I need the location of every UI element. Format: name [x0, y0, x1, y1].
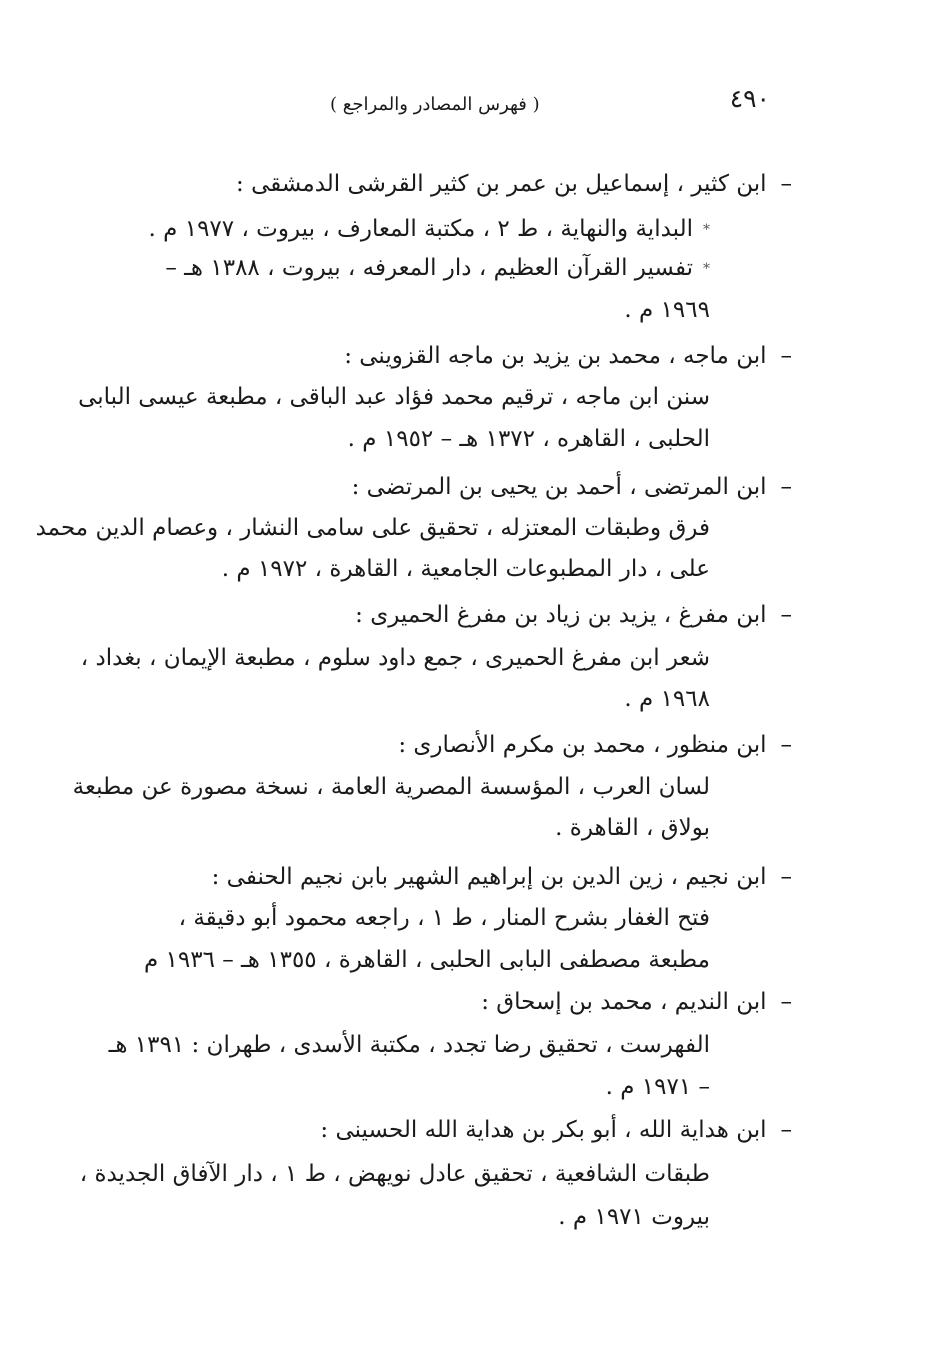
- reference-author-line: [236, 164, 792, 204]
- entry-dash: –: [780, 474, 792, 500]
- author-text: ابن ماجه ، محمد بن يزيد بن ماجه القزوينى :: [344, 343, 767, 369]
- work-text: تفسير القرآن العظيم ، دار المعرفه ، بيروت ، ١٣٨٨ هـ –: [165, 255, 693, 281]
- work-text: شعر ابن مفرغ الحميرى ، جمع داود سلوم ، مطبعة الإيمان ، بغداد ،: [80, 645, 710, 671]
- reference-work-line: [109, 1025, 710, 1065]
- author-text: ابن نجيم ، زين الدين بن إبراهيم الشهير بابن نجيم الحنفى :: [211, 864, 767, 890]
- continuation-text: الحلبى ، القاهره ، ١٣٧٢ هـ – ١٩٥٢ م .: [347, 426, 710, 452]
- author-text: ابن مفرغ ، يزيد بن زياد بن مفرغ الحميرى :: [355, 602, 767, 628]
- work-text: فرق وطبقات المعتزله ، تحقيق على سامى النشار ، وعصام الدين محمد: [35, 515, 710, 541]
- reference-continuation-line: [144, 940, 710, 980]
- entry-dash: –: [780, 732, 792, 758]
- continuation-text: ١٩٦٨ م .: [624, 686, 710, 712]
- reference-author-line: [481, 982, 792, 1022]
- reference-work-line: [80, 1154, 710, 1194]
- reference-continuation-line: [606, 1067, 710, 1107]
- continuation-text: مطبعة مصطفى البابى الحلبى ، القاهرة ، ١٣٥٥ هـ – ١٩٣٦ م: [143, 947, 710, 973]
- entry-dash: –: [780, 989, 792, 1015]
- reference-work-line: [179, 898, 710, 938]
- reference-work-line: [165, 248, 710, 288]
- continuation-text: بولاق ، القاهرة .: [555, 815, 710, 841]
- reference-work-line: [73, 767, 710, 807]
- author-text: ابن منظور ، محمد بن مكرم الأنصارى :: [398, 732, 767, 758]
- page-number: ٤٩٠: [729, 84, 770, 113]
- page-header: [110, 84, 770, 124]
- reference-work-line: [81, 638, 710, 678]
- reference-continuation-line: [624, 290, 710, 330]
- reference-work-line: [149, 209, 710, 249]
- author-text: ابن هداية الله ، أبو بكر بن هداية الله الحسينى :: [320, 1117, 767, 1143]
- continuation-text: بيروت ١٩٧١ م .: [558, 1204, 710, 1230]
- work-text: لسان العرب ، المؤسسة المصرية العامة ، نسخة مصورة عن مطبعة: [72, 774, 710, 800]
- continuation-text: ١٩٦٩ م .: [624, 297, 710, 323]
- reference-work-line: [78, 377, 710, 417]
- author-text: ابن المرتضى ، أحمد بن يحيى بن المرتضى :: [351, 474, 767, 500]
- entry-dash: –: [780, 864, 792, 890]
- asterisk-icon: *: [703, 222, 710, 238]
- work-text: الفهرست ، تحقيق رضا تجدد ، مكتبة الأسدى ، طهران : ١٣٩١ هـ: [108, 1032, 710, 1058]
- reference-author-line: [212, 857, 792, 897]
- asterisk-icon: *: [703, 261, 710, 277]
- author-text: ابن النديم ، محمد بن إسحاق :: [481, 989, 767, 1015]
- entry-dash: –: [780, 171, 792, 197]
- reference-work-line: [36, 508, 710, 548]
- reference-author-line: [355, 595, 792, 635]
- continuation-text: على ، دار المطبوعات الجامعية ، القاهرة ، ١٩٧٢ م .: [221, 556, 710, 582]
- running-title: ( فهرس المصادر والمراجع ): [330, 94, 540, 115]
- entry-dash: –: [780, 343, 792, 369]
- work-text: سنن ابن ماجه ، ترقيم محمد فؤاد عبد الباقى ، مطبعة عيسى البابى: [78, 384, 710, 410]
- continuation-text: – ١٩٧١ م .: [605, 1074, 710, 1100]
- reference-continuation-line: [348, 419, 710, 459]
- reference-author-line: [344, 336, 792, 376]
- reference-continuation-line: [222, 549, 710, 589]
- reference-continuation-line: [555, 808, 710, 848]
- reference-author-line: [320, 1110, 792, 1150]
- entry-dash: –: [780, 1117, 792, 1143]
- reference-author-line: [398, 725, 792, 765]
- author-text: ابن كثير ، إسماعيل بن عمر بن كثير القرشى الدمشقى :: [236, 171, 767, 197]
- entry-dash: –: [780, 602, 792, 628]
- work-text: فتح الغفار بشرح المنار ، ط ١ ، راجعه محمود أبو دقيقة ،: [178, 905, 710, 931]
- reference-continuation-line: [624, 679, 710, 719]
- reference-author-line: [352, 467, 792, 507]
- reference-continuation-line: [558, 1197, 710, 1237]
- work-text: البداية والنهاية ، ط ٢ ، مكتبة المعارف ، بيروت ، ١٩٧٧ م .: [148, 216, 693, 242]
- work-text: طبقات الشافعية ، تحقيق عادل نويهض ، ط ١ ، دار الآفاق الجديدة ،: [79, 1161, 710, 1187]
